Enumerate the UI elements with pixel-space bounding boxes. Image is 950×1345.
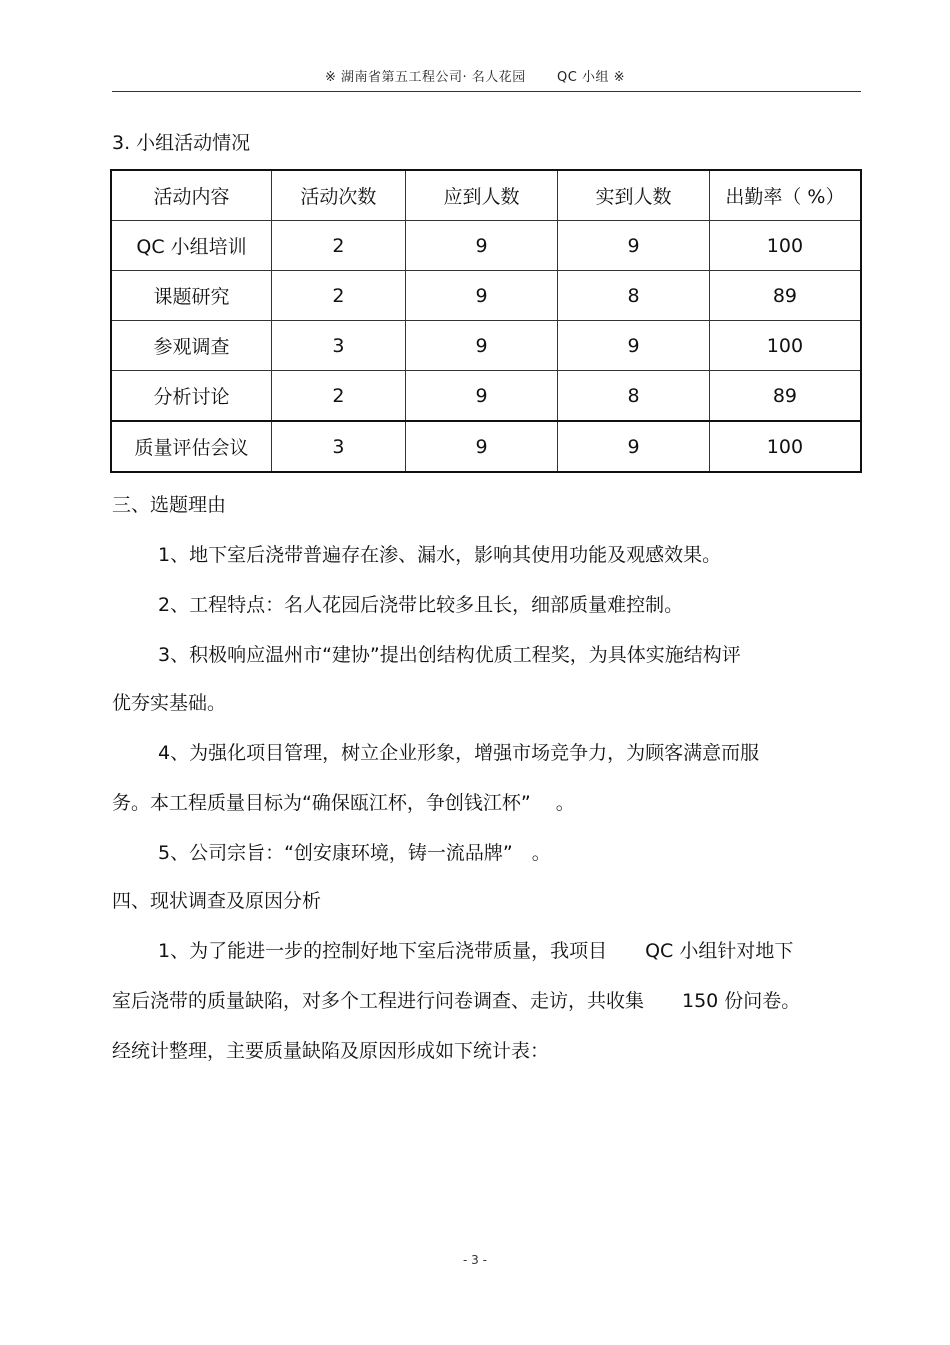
table-cell: 9 [405, 321, 558, 371]
table-cell: 9 [558, 221, 710, 271]
reason-line: 2、工程特点：名人花园后浇带比较多且长，细部质量难控制。 [158, 594, 684, 616]
table-cell: 9 [405, 271, 558, 321]
reason-line: 务。本工程质量目标为“确保瓯江杯，争创钱江杯” 。 [112, 792, 575, 814]
table-cell: 2 [272, 221, 406, 271]
header-left: ※ 湖南省第五工程公司· 名人花园 [324, 70, 526, 85]
reason-line: 3、积极响应温州市“建协”提出创结构优质工程奖，为具体实施结构评 [158, 644, 741, 666]
reason-line: 4、为强化项目管理，树立企业形象，增强市场竞争力，为顾客满意而服 [158, 742, 760, 764]
activity-table [110, 169, 862, 473]
table-row [111, 421, 861, 472]
table-cell: 质量评估会议 [111, 421, 272, 472]
reasons-heading: 三、选题理由 [112, 494, 227, 516]
table-cell: 3 [272, 321, 406, 371]
column-header: 出勤率（ %） [709, 170, 861, 221]
reason-line: 5、公司宗旨：“创安康环境，铸一流品牌” 。 [158, 842, 551, 864]
table-cell: 100 [709, 221, 861, 271]
table-cell: 8 [558, 371, 710, 422]
page-header [0, 66, 950, 85]
table-cell: 100 [709, 421, 861, 472]
survey-line: 经统计整理，主要质量缺陷及原因形成如下统计表： [112, 1040, 550, 1062]
table-cell: 2 [272, 371, 406, 422]
activity-title: 3. 小组活动情况 [112, 132, 251, 154]
table-cell: 分析讨论 [111, 371, 272, 422]
column-header: 应到人数 [405, 170, 558, 221]
page-number: - 3 - [463, 1253, 487, 1267]
table-cell: 100 [709, 321, 861, 371]
header-rule [112, 91, 861, 92]
table-cell: 参观调查 [111, 321, 272, 371]
column-header: 活动内容 [111, 170, 272, 221]
header-right: QC 小组 ※ [557, 70, 626, 85]
table-cell: 9 [558, 421, 710, 472]
table-cell: 9 [558, 321, 710, 371]
reason-line: 优夯实基础。 [112, 692, 227, 714]
survey-line: 1、为了能进一步的控制好地下室后浇带质量，我项目 QC 小组针对地下 [158, 940, 794, 962]
table-cell: 3 [272, 421, 406, 472]
table-cell: 89 [709, 271, 861, 321]
reason-line: 1、地下室后浇带普遍存在渗、漏水，影响其使用功能及观感效果。 [158, 544, 722, 566]
survey-heading: 四、现状调查及原因分析 [112, 890, 322, 912]
column-header: 实到人数 [558, 170, 710, 221]
table-row [111, 371, 861, 422]
table-cell: 9 [405, 221, 558, 271]
table-row [111, 271, 861, 321]
column-header: 活动次数 [272, 170, 406, 221]
survey-line: 室后浇带的质量缺陷，对多个工程进行问卷调查、走访，共收集 150 份问卷。 [112, 990, 801, 1012]
table-cell: QC 小组培训 [111, 221, 272, 271]
table-cell: 9 [405, 371, 558, 422]
table-cell: 9 [405, 421, 558, 472]
table-header-row [111, 170, 861, 221]
table-row [111, 321, 861, 371]
table-cell: 89 [709, 371, 861, 422]
table-cell: 8 [558, 271, 710, 321]
table-cell: 2 [272, 271, 406, 321]
table-row [111, 221, 861, 271]
table-cell: 课题研究 [111, 271, 272, 321]
